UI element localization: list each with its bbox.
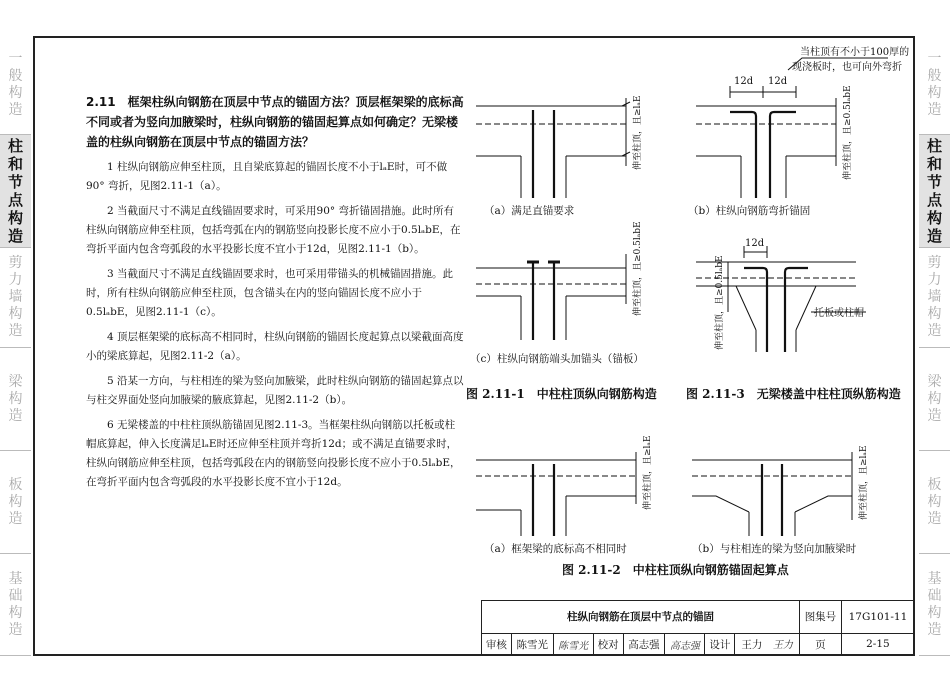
dim-05labe-3: 伸至柱顶，且≥0.5lₐbE xyxy=(715,255,725,350)
side-tab-foundation[interactable]: 基 础 构 造 xyxy=(0,554,31,656)
dim-lae-2a: 伸至柱顶，且≥lₐE xyxy=(643,435,653,510)
diagram-1b xyxy=(696,58,888,198)
dim-lae-2b: 伸至柱顶，且≥lₐE xyxy=(859,445,869,520)
paragraph-4: 4 顶层框架梁的底标高不相同时，柱纵向钢筋的锚固长度起算点以梁截面高度小的梁底算起，见图2.11-2（a）。 xyxy=(86,331,464,362)
side-tab-shear-wall[interactable]: 剪 力 墙 构 造 xyxy=(0,248,31,348)
note-line-2: 现浇板时，也可向外弯折 xyxy=(792,62,902,73)
diagram-1a xyxy=(476,98,630,198)
diagram-2a xyxy=(476,452,636,536)
paragraph-1: 1 柱纵向钢筋应伸至柱顶，且自梁底算起的锚固长度不小于lₐE时，可不做90° 弯折，见图2.11-1（a）。 xyxy=(86,161,448,192)
caption-1a: （a）满足直锚要求 xyxy=(484,205,575,217)
caption-2b: （b）与柱相连的梁为竖向加腋梁时 xyxy=(692,543,857,555)
atlas-number: 17G101-11 xyxy=(841,601,914,634)
paragraph-6: 6 无梁楼盖的中柱柱顶纵筋锚固见图2.11-3。当框架柱纵向钢筋以托板或柱帽底算起，伸入长度满足lₐE时还应伸至柱顶并弯折12d；或不满足直锚要求时，柱纵向钢筋应伸至柱顶，包括弯弧段在内的钢筋竖向投影长度不应小于0.5lₐbE，在弯折平面内包含弯弧段的水平投影长度不宜小于12d。 xyxy=(86,419,461,488)
diagram-2b xyxy=(692,452,852,536)
dim-05labe-1b: 伸至柱顶，且≥0.5lₐbE xyxy=(843,85,853,180)
caption-1c: （c）柱纵向钢筋端头加锚头（锚板） xyxy=(470,353,644,365)
paragraph-3: 3 当截面尺寸不满足直线锚固要求时，也可采用带锚头的机械锚固措施。此时，所有柱纵向钢筋应伸至柱顶，包含锚头在内的竖向锚固长度不应小于0.5lₐbE，见图2.11-1（c）。 xyxy=(86,268,454,318)
label-tuoban: 托板或柱帽 xyxy=(814,308,864,319)
review-label: 审核 xyxy=(482,633,512,655)
note-line-1: 当柱顶有不小于100厚的 xyxy=(800,47,910,58)
section-text xyxy=(86,92,464,498)
atlas-label: 图集号 xyxy=(800,601,842,634)
side-tab-slab[interactable]: 板 构 造 xyxy=(0,451,31,554)
dim-05labe-1c: 伸至柱顶，且≥0.5lₐbE xyxy=(633,221,643,316)
diagram-1c xyxy=(476,254,626,340)
design-signature: 王力 xyxy=(772,640,793,652)
side-tab-general-r[interactable]: 一 般 构 造 xyxy=(919,36,950,135)
side-tab-foundation-r[interactable]: 基 础 构 造 xyxy=(919,554,950,656)
design-name: 王力 xyxy=(741,639,763,652)
dim-12d-left: 12d xyxy=(734,76,754,87)
paragraph-5: 5 沿某一方向，与柱相连的梁为竖向加腋梁，此时柱纵向钢筋的锚固起算点以与柱交界面处竖向加腋梁的腋底算起，见图2.11-2（b）。 xyxy=(86,375,464,406)
side-tab-shear-wall-r[interactable]: 剪 力 墙 构 造 xyxy=(919,248,950,348)
check-signature: 高志强 xyxy=(665,633,705,655)
dim-12d-right: 12d xyxy=(768,76,788,87)
title-block xyxy=(481,600,915,656)
page-number: 2-15 xyxy=(841,633,914,655)
side-tab-beam-r[interactable]: 梁 构 造 xyxy=(919,348,950,451)
diagrams xyxy=(466,40,912,600)
right-side-tabs xyxy=(919,36,950,656)
side-tab-column-joint[interactable]: 柱 和 节 点 构 造 xyxy=(0,135,31,248)
fig1-title: 图 2.11-1 中柱柱顶纵向钢筋构造 xyxy=(466,387,657,401)
fig3-title: 图 2.11-3 无梁楼盖中柱柱顶纵筋构造 xyxy=(686,387,901,401)
section-heading: 2.11 框架柱纵向钢筋在顶层中节点的锚固方法？顶层框架梁的底标高不同或者为竖向加腋梁时，柱纵向钢筋的锚固起算点如何确定？无梁楼盖的柱纵向钢筋在顶层中节点的锚固方法？ xyxy=(86,95,464,149)
side-tab-beam[interactable]: 梁 构 造 xyxy=(0,348,31,451)
caption-1b: （b）柱纵向钢筋弯折锚固 xyxy=(688,205,811,217)
check-label: 校对 xyxy=(593,633,623,655)
title-main: 柱纵向钢筋在顶层中节点的锚固 xyxy=(482,601,800,634)
side-tab-general[interactable]: 一 般 构 造 xyxy=(0,36,31,135)
side-tab-column-joint-r[interactable]: 柱 和 节 点 构 造 xyxy=(919,135,950,248)
dim-12d-fig3: 12d xyxy=(745,238,765,249)
check-name: 高志强 xyxy=(623,633,665,655)
paragraph-2: 2 当截面尺寸不满足直线锚固要求时，可采用90° 弯折锚固措施。此时所有柱纵向钢筋应伸至柱顶，包括弯弧在内的钢筋竖向投影长度不应小于0.5lₐbE，在弯折平面内包含弯弧段的水平投影长度不宜小于12d，见图2.11-1（b）。 xyxy=(86,205,461,255)
dim-lae-1a: 伸至柱顶，且≥lₐE xyxy=(633,95,643,170)
caption-2a: （a）框架梁的底标高不相同时 xyxy=(484,543,627,555)
design-name-signature xyxy=(735,633,800,655)
left-side-tabs xyxy=(0,36,31,656)
page-label: 页 xyxy=(800,633,842,655)
review-signature: 陈雪光 xyxy=(553,633,593,655)
fig2-title: 图 2.11-2 中柱柱顶纵向钢筋锚固起算点 xyxy=(562,563,789,577)
design-label: 设计 xyxy=(705,633,735,655)
review-name: 陈雪光 xyxy=(511,633,553,655)
side-tab-slab-r[interactable]: 板 构 造 xyxy=(919,451,950,554)
